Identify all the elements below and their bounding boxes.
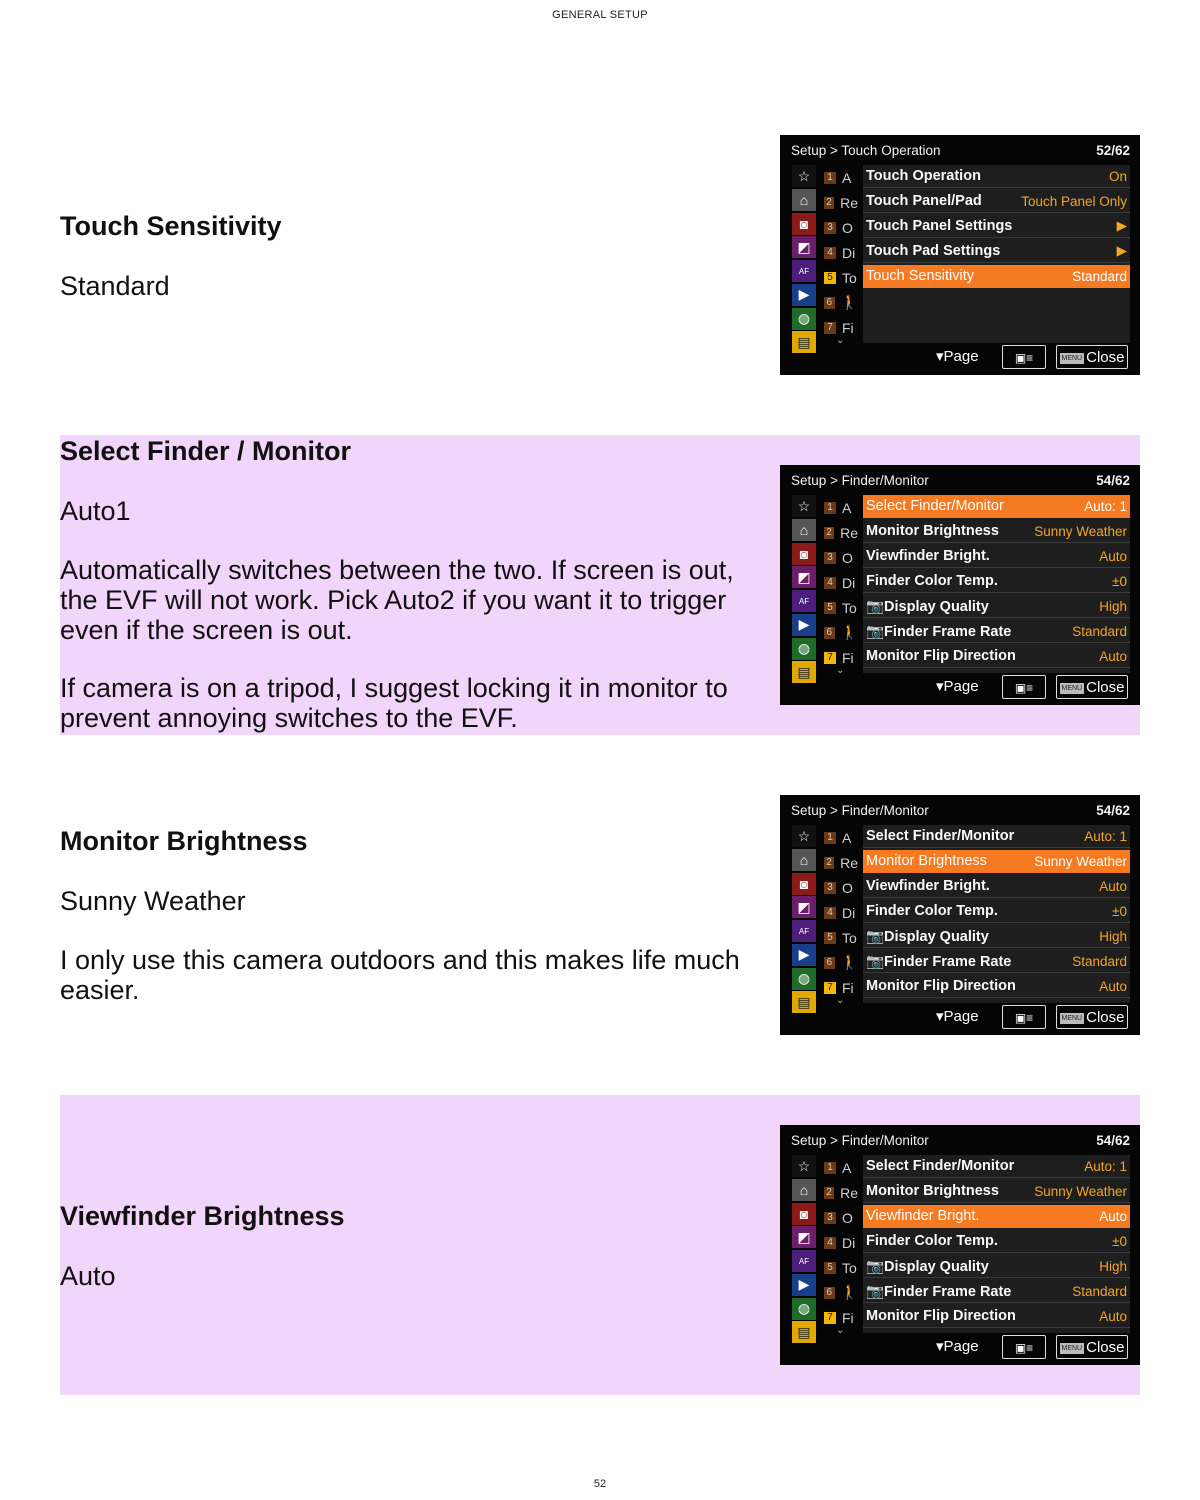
toolbox-icon[interactable]: ▤	[792, 1321, 816, 1343]
page-button[interactable]	[936, 1007, 979, 1025]
close-button-label: Close	[1086, 1009, 1125, 1026]
subpage-number: 6	[824, 297, 835, 309]
subpage-letter: Re	[840, 194, 858, 211]
af-mf-icon[interactable]: AF	[792, 260, 816, 282]
setting-value: Sunny Weather	[60, 886, 246, 916]
subpage-number: 3	[824, 552, 836, 564]
subpage-letter: O	[842, 549, 853, 566]
setting-text	[60, 210, 760, 302]
menu-subpage-tab[interactable]	[824, 520, 858, 545]
setting-title: Monitor Brightness	[60, 826, 308, 856]
subpage-letter: Fi	[842, 649, 854, 666]
subpage-number: 7	[824, 982, 836, 994]
page-button-label: Page	[943, 1008, 979, 1025]
menu-item-value: On	[1108, 168, 1127, 184]
setting-section	[60, 795, 1140, 1035]
page-header: GENERAL SETUP	[552, 9, 648, 21]
menu-item[interactable]	[863, 495, 1130, 518]
menu-item-label: Select Finder/Monitor	[866, 498, 1004, 514]
menu-item-label: Monitor Brightness	[866, 853, 987, 869]
playback-icon[interactable]: ▶	[792, 944, 816, 966]
subpage-number: 5	[824, 932, 836, 944]
menu-item-label: Select Finder/Monitor	[866, 828, 1015, 844]
close-button-label: Close	[1086, 349, 1125, 366]
menu-category-sidebar	[792, 495, 816, 685]
home-camera-icon[interactable]: ⌂	[792, 849, 816, 871]
subpage-letter: Re	[840, 1184, 858, 1201]
menu-item-label: Touch Pad Settings	[866, 243, 1001, 259]
subpage-letter: Di	[842, 904, 856, 921]
af-mf-icon[interactable]: AF	[792, 590, 816, 612]
menu-page-count: 54/62	[1096, 803, 1130, 818]
menu-item-value: Auto	[1099, 1308, 1127, 1324]
menu-item[interactable]	[863, 1205, 1130, 1228]
setting-text	[60, 435, 760, 733]
subpage-letter: To	[842, 599, 857, 616]
menu-breadcrumb: Setup > Finder/Monitor	[791, 473, 929, 488]
menu-item[interactable]	[863, 875, 1130, 898]
exposure-icon[interactable]: ◩	[792, 236, 816, 258]
menu-page-count: 52/62	[1096, 143, 1130, 158]
camera-menu-screenshot	[780, 1125, 1140, 1365]
setting-section	[60, 135, 1140, 375]
menu-item-list	[863, 495, 1130, 673]
menu-item-value: Sunny Weather	[1034, 1183, 1127, 1199]
subpage-number: 5	[824, 1262, 836, 1274]
menu-category-sidebar	[792, 165, 816, 355]
setting-title: Touch Sensitivity	[60, 211, 282, 241]
menu-item-value: Standard	[1072, 1283, 1127, 1299]
menu-footer	[780, 1004, 1140, 1030]
menu-item[interactable]	[863, 1230, 1130, 1253]
menu-footer	[780, 674, 1140, 700]
menu-item-value: ▶	[1116, 218, 1127, 233]
menu-subpage-column	[824, 495, 858, 670]
menu-subpage-tab[interactable]	[824, 1205, 858, 1230]
close-button-label: Close	[1086, 679, 1125, 696]
subpage-letter: 🚶	[840, 294, 858, 310]
menu-item-value: Touch Panel Only	[1021, 193, 1127, 209]
menu-subpage-column	[824, 165, 858, 340]
page-button-label: Page	[943, 348, 979, 365]
menu-item[interactable]	[863, 975, 1130, 998]
menu-item-label: Select Finder/Monitor	[866, 1158, 1015, 1174]
subpage-letter: Re	[840, 524, 858, 541]
playback-icon[interactable]: ▶	[792, 614, 816, 636]
chevron-down-icon: ⌄	[836, 665, 845, 676]
globe-icon[interactable]: ◍	[792, 1298, 816, 1320]
chevron-down-icon: ⌄	[836, 995, 845, 1006]
close-button-label: Close	[1086, 1339, 1125, 1356]
subpage-letter: Di	[842, 1234, 856, 1251]
exposure-icon[interactable]: ◩	[792, 896, 816, 918]
menu-topbar	[791, 1133, 1130, 1151]
menu-item-value: Sunny Weather	[1034, 853, 1127, 869]
subpage-letter: Di	[842, 244, 856, 261]
setting-title: Viewfinder Brightness	[60, 1201, 345, 1231]
setting-note: I only use this camera outdoors and this makes life much easier.	[60, 945, 740, 1005]
setting-value: Standard	[60, 271, 170, 301]
subpage-letter: To	[842, 1259, 857, 1276]
camera-menu-screenshot	[780, 795, 1140, 1035]
menu-breadcrumb: Setup > Touch Operation	[791, 143, 941, 158]
setting-title: Select Finder / Monitor	[60, 436, 352, 466]
menu-item-value: Sunny Weather	[1034, 523, 1127, 539]
subpage-number: 2	[824, 527, 834, 539]
menu-subpage-tab[interactable]	[824, 595, 858, 620]
camera-icon[interactable]: ◙	[792, 543, 816, 565]
af-mf-icon[interactable]: AF	[792, 1250, 816, 1272]
trash-menu-icon[interactable]: ▣≡	[1002, 1005, 1046, 1029]
menu-item[interactable]	[863, 190, 1130, 213]
subpage-number: 2	[824, 1187, 834, 1199]
menu-item-value: ±0	[1112, 1233, 1127, 1249]
close-button[interactable]	[1056, 1005, 1128, 1029]
menu-item-value: Standard	[1072, 268, 1127, 284]
menu-item-label: Touch Panel/Pad	[866, 193, 982, 209]
menu-item-value: Standard	[1072, 953, 1127, 969]
subpage-number: 1	[824, 502, 836, 514]
menu-item-label: Monitor Flip Direction	[866, 648, 1016, 664]
menu-key-icon: MENU	[1061, 354, 1083, 362]
setting-note: Automatically switches between the two. If screen is out, the EVF will not work. Pick Auto2 if you want it to trigger even if the screen is out.	[60, 555, 734, 645]
menu-subpage-tab[interactable]	[824, 215, 858, 240]
menu-subpage-tab[interactable]	[824, 1280, 858, 1305]
dial-icon: ▾	[936, 348, 944, 365]
menu-item[interactable]	[863, 570, 1130, 593]
menu-item[interactable]	[863, 950, 1130, 973]
subpage-letter: To	[842, 269, 857, 286]
subpage-letter: Fi	[842, 979, 854, 996]
page-button[interactable]	[936, 677, 979, 695]
menu-topbar	[791, 143, 1130, 161]
subpage-letter: Fi	[842, 319, 854, 336]
subpage-letter: A	[842, 499, 852, 516]
menu-subpage-tab[interactable]	[824, 950, 858, 975]
menu-item[interactable]	[863, 1305, 1130, 1328]
toolbox-icon[interactable]: ▤	[792, 991, 816, 1013]
menu-item-label: 📷Display Quality	[866, 1258, 989, 1275]
menu-key-icon: MENU	[1061, 1344, 1083, 1352]
dial-icon: ▾	[936, 1008, 944, 1025]
setting-text	[60, 825, 760, 1005]
menu-item-label: 📷Finder Frame Rate	[866, 623, 1012, 640]
menu-item[interactable]	[863, 545, 1130, 568]
trash-menu-icon[interactable]: ▣≡	[1002, 675, 1046, 699]
subpage-letter: O	[842, 1209, 853, 1226]
menu-item-value: Auto: 1	[1084, 498, 1127, 514]
menu-item[interactable]	[863, 925, 1130, 948]
menu-item-list	[863, 1155, 1130, 1333]
trash-menu-icon[interactable]: ▣≡	[1002, 1335, 1046, 1359]
subpage-number: 5	[824, 602, 836, 614]
menu-item[interactable]	[863, 1280, 1130, 1303]
star-icon[interactable]: ☆	[792, 825, 816, 847]
subpage-number: 7	[824, 322, 836, 334]
menu-topbar	[791, 473, 1130, 491]
page-button-label: Page	[943, 1338, 979, 1355]
menu-item-label: 📷Display Quality	[866, 928, 989, 945]
star-icon[interactable]: ☆	[792, 495, 816, 517]
menu-item-value: Auto: 1	[1084, 828, 1127, 844]
subpage-number: 7	[824, 1312, 836, 1324]
menu-item-label: Viewfinder Bright.	[866, 878, 990, 894]
menu-item-value: Auto	[1099, 978, 1127, 994]
globe-icon[interactable]: ◍	[792, 968, 816, 990]
menu-key-icon: MENU	[1061, 1014, 1083, 1022]
menu-page-count: 54/62	[1096, 1133, 1130, 1148]
subpage-number: 5	[824, 272, 836, 284]
menu-item-label: Finder Color Temp.	[866, 1233, 998, 1249]
subpage-letter: To	[842, 929, 857, 946]
menu-footer	[780, 1334, 1140, 1360]
close-button[interactable]	[1056, 1335, 1128, 1359]
camera-menu-screenshot	[780, 135, 1140, 375]
menu-item-label: 📷Finder Frame Rate	[866, 953, 1012, 970]
camera-menu-screenshot	[780, 465, 1140, 705]
close-button[interactable]	[1056, 675, 1128, 699]
af-mf-icon[interactable]: AF	[792, 920, 816, 942]
menu-item-label: Viewfinder Bright.	[866, 1208, 980, 1224]
menu-item[interactable]	[863, 1255, 1130, 1278]
menu-subpage-tab[interactable]	[824, 265, 858, 290]
subpage-number: 6	[824, 957, 835, 969]
menu-subpage-tab[interactable]	[824, 900, 858, 925]
menu-breadcrumb: Setup > Finder/Monitor	[791, 1133, 929, 1148]
toolbox-icon[interactable]: ▤	[792, 661, 816, 683]
menu-category-sidebar	[792, 825, 816, 1015]
subpage-number: 3	[824, 882, 836, 894]
subpage-number: 3	[824, 1212, 836, 1224]
menu-item-value: High	[1099, 1258, 1127, 1274]
menu-item-label: Monitor Flip Direction	[866, 978, 1016, 994]
menu-subpage-tab[interactable]	[824, 825, 858, 850]
dial-icon: ▾	[936, 1338, 944, 1355]
menu-item[interactable]	[863, 1155, 1130, 1178]
subpage-number: 4	[824, 1237, 836, 1249]
menu-subpage-tab[interactable]	[824, 1230, 858, 1255]
trash-menu-icon[interactable]: ▣≡	[1002, 345, 1046, 369]
setting-note: If camera is on a tripod, I suggest locking it in monitor to prevent annoying switches to the EVF.	[60, 673, 728, 733]
menu-subpage-tab[interactable]	[824, 240, 858, 265]
menu-subpage-tab[interactable]	[824, 1255, 858, 1280]
menu-subpage-column	[824, 825, 858, 1000]
menu-item-list	[863, 165, 1130, 343]
camera-icon[interactable]: ◙	[792, 213, 816, 235]
menu-subpage-tab[interactable]	[824, 190, 858, 215]
subpage-number: 4	[824, 577, 836, 589]
menu-item-value: Auto	[1099, 548, 1127, 564]
menu-topbar	[791, 803, 1130, 821]
menu-item[interactable]	[863, 215, 1130, 238]
setting-value: Auto	[60, 1261, 116, 1291]
menu-item-value: High	[1099, 928, 1127, 944]
subpage-letter: A	[842, 829, 852, 846]
menu-item-label: 📷Finder Frame Rate	[866, 1283, 1012, 1300]
subpage-letter: A	[842, 1159, 852, 1176]
menu-subpage-tab[interactable]	[824, 570, 858, 595]
page-button-label: Page	[943, 678, 979, 695]
menu-category-sidebar	[792, 1155, 816, 1345]
home-camera-icon[interactable]: ⌂	[792, 519, 816, 541]
camera-icon[interactable]: ◙	[792, 873, 816, 895]
menu-item[interactable]	[863, 900, 1130, 923]
toolbox-icon[interactable]: ▤	[792, 331, 816, 353]
menu-item-label: 📷Display Quality	[866, 598, 989, 615]
menu-item-value: Auto: 1	[1084, 1158, 1127, 1174]
menu-subpage-tab[interactable]	[824, 495, 858, 520]
chevron-down-icon: ⌄	[836, 1325, 845, 1336]
menu-subpage-tab[interactable]	[824, 620, 858, 645]
star-icon[interactable]: ☆	[792, 165, 816, 187]
subpage-letter: Fi	[842, 1309, 854, 1326]
setting-section	[60, 435, 1140, 735]
menu-subpage-tab[interactable]	[824, 850, 858, 875]
menu-item[interactable]	[863, 850, 1130, 873]
menu-item-label: Touch Sensitivity	[866, 268, 974, 284]
menu-item-label: Monitor Flip Direction	[866, 1308, 1016, 1324]
close-button[interactable]	[1056, 345, 1128, 369]
menu-subpage-tab[interactable]	[824, 165, 858, 190]
subpage-letter: Di	[842, 574, 856, 591]
menu-item[interactable]	[863, 165, 1130, 188]
menu-subpage-tab[interactable]	[824, 875, 858, 900]
menu-item[interactable]	[863, 1180, 1130, 1203]
camera-icon[interactable]: ◙	[792, 1203, 816, 1225]
menu-item-value: Auto	[1099, 878, 1127, 894]
page-button[interactable]	[936, 347, 979, 365]
menu-item[interactable]	[863, 240, 1130, 263]
playback-icon[interactable]: ▶	[792, 1274, 816, 1296]
setting-section	[60, 1095, 1140, 1395]
subpage-letter: 🚶	[840, 624, 858, 640]
menu-item-label: Touch Operation	[866, 168, 981, 184]
menu-item[interactable]	[863, 825, 1130, 848]
star-icon[interactable]: ☆	[792, 1155, 816, 1177]
menu-item-value: High	[1099, 598, 1127, 614]
menu-subpage-tab[interactable]	[824, 1180, 858, 1205]
subpage-number: 4	[824, 247, 836, 259]
playback-icon[interactable]: ▶	[792, 284, 816, 306]
globe-icon[interactable]: ◍	[792, 638, 816, 660]
menu-subpage-tab[interactable]	[824, 1155, 858, 1180]
subpage-letter: Re	[840, 854, 858, 871]
menu-item[interactable]	[863, 620, 1130, 643]
menu-subpage-tab[interactable]	[824, 290, 858, 315]
home-camera-icon[interactable]: ⌂	[792, 189, 816, 211]
subpage-number: 6	[824, 1287, 835, 1299]
menu-key-icon: MENU	[1061, 684, 1083, 692]
menu-item-label: Monitor Brightness	[866, 1183, 999, 1199]
subpage-letter: A	[842, 169, 852, 186]
subpage-letter: 🚶	[840, 954, 858, 970]
subpage-number: 2	[824, 197, 834, 209]
menu-item-label: Finder Color Temp.	[866, 903, 998, 919]
menu-item-list	[863, 825, 1130, 1003]
menu-item-value: ±0	[1112, 903, 1127, 919]
subpage-number: 7	[824, 652, 836, 664]
menu-item[interactable]	[863, 595, 1130, 618]
subpage-number: 6	[824, 627, 835, 639]
home-camera-icon[interactable]: ⌂	[792, 1179, 816, 1201]
menu-item-label: Monitor Brightness	[866, 523, 999, 539]
subpage-number: 4	[824, 907, 836, 919]
menu-item-value: Auto	[1099, 648, 1127, 664]
subpage-letter: O	[842, 879, 853, 896]
menu-page-count: 54/62	[1096, 473, 1130, 488]
exposure-icon[interactable]: ◩	[792, 1226, 816, 1248]
menu-item-value: Auto	[1099, 1208, 1127, 1224]
menu-subpage-tab[interactable]	[824, 925, 858, 950]
menu-subpage-tab[interactable]	[824, 545, 858, 570]
menu-footer	[780, 344, 1140, 370]
page-number: 52	[593, 1478, 607, 1490]
menu-item[interactable]	[863, 645, 1130, 668]
dial-icon: ▾	[936, 678, 944, 695]
subpage-number: 1	[824, 1162, 836, 1174]
menu-subpage-column	[824, 1155, 858, 1330]
subpage-letter: O	[842, 219, 853, 236]
chevron-down-icon: ⌄	[836, 335, 845, 346]
menu-item-label: Viewfinder Bright.	[866, 548, 990, 564]
menu-item-value: ▶	[1116, 243, 1127, 258]
menu-item-label: Touch Panel Settings	[866, 218, 1013, 234]
menu-item[interactable]	[863, 520, 1130, 543]
exposure-icon[interactable]: ◩	[792, 566, 816, 588]
subpage-number: 1	[824, 832, 836, 844]
menu-item-value: Standard	[1072, 623, 1127, 639]
setting-text	[60, 1200, 760, 1292]
setting-value: Auto1	[60, 496, 131, 526]
globe-icon[interactable]: ◍	[792, 308, 816, 330]
subpage-number: 3	[824, 222, 836, 234]
page-button[interactable]	[936, 1337, 979, 1355]
menu-breadcrumb: Setup > Finder/Monitor	[791, 803, 929, 818]
subpage-letter: 🚶	[840, 1284, 858, 1300]
subpage-number: 2	[824, 857, 834, 869]
menu-item-label: Finder Color Temp.	[866, 573, 998, 589]
subpage-number: 1	[824, 172, 836, 184]
menu-item-value: ±0	[1112, 573, 1127, 589]
menu-item[interactable]	[863, 265, 1130, 288]
